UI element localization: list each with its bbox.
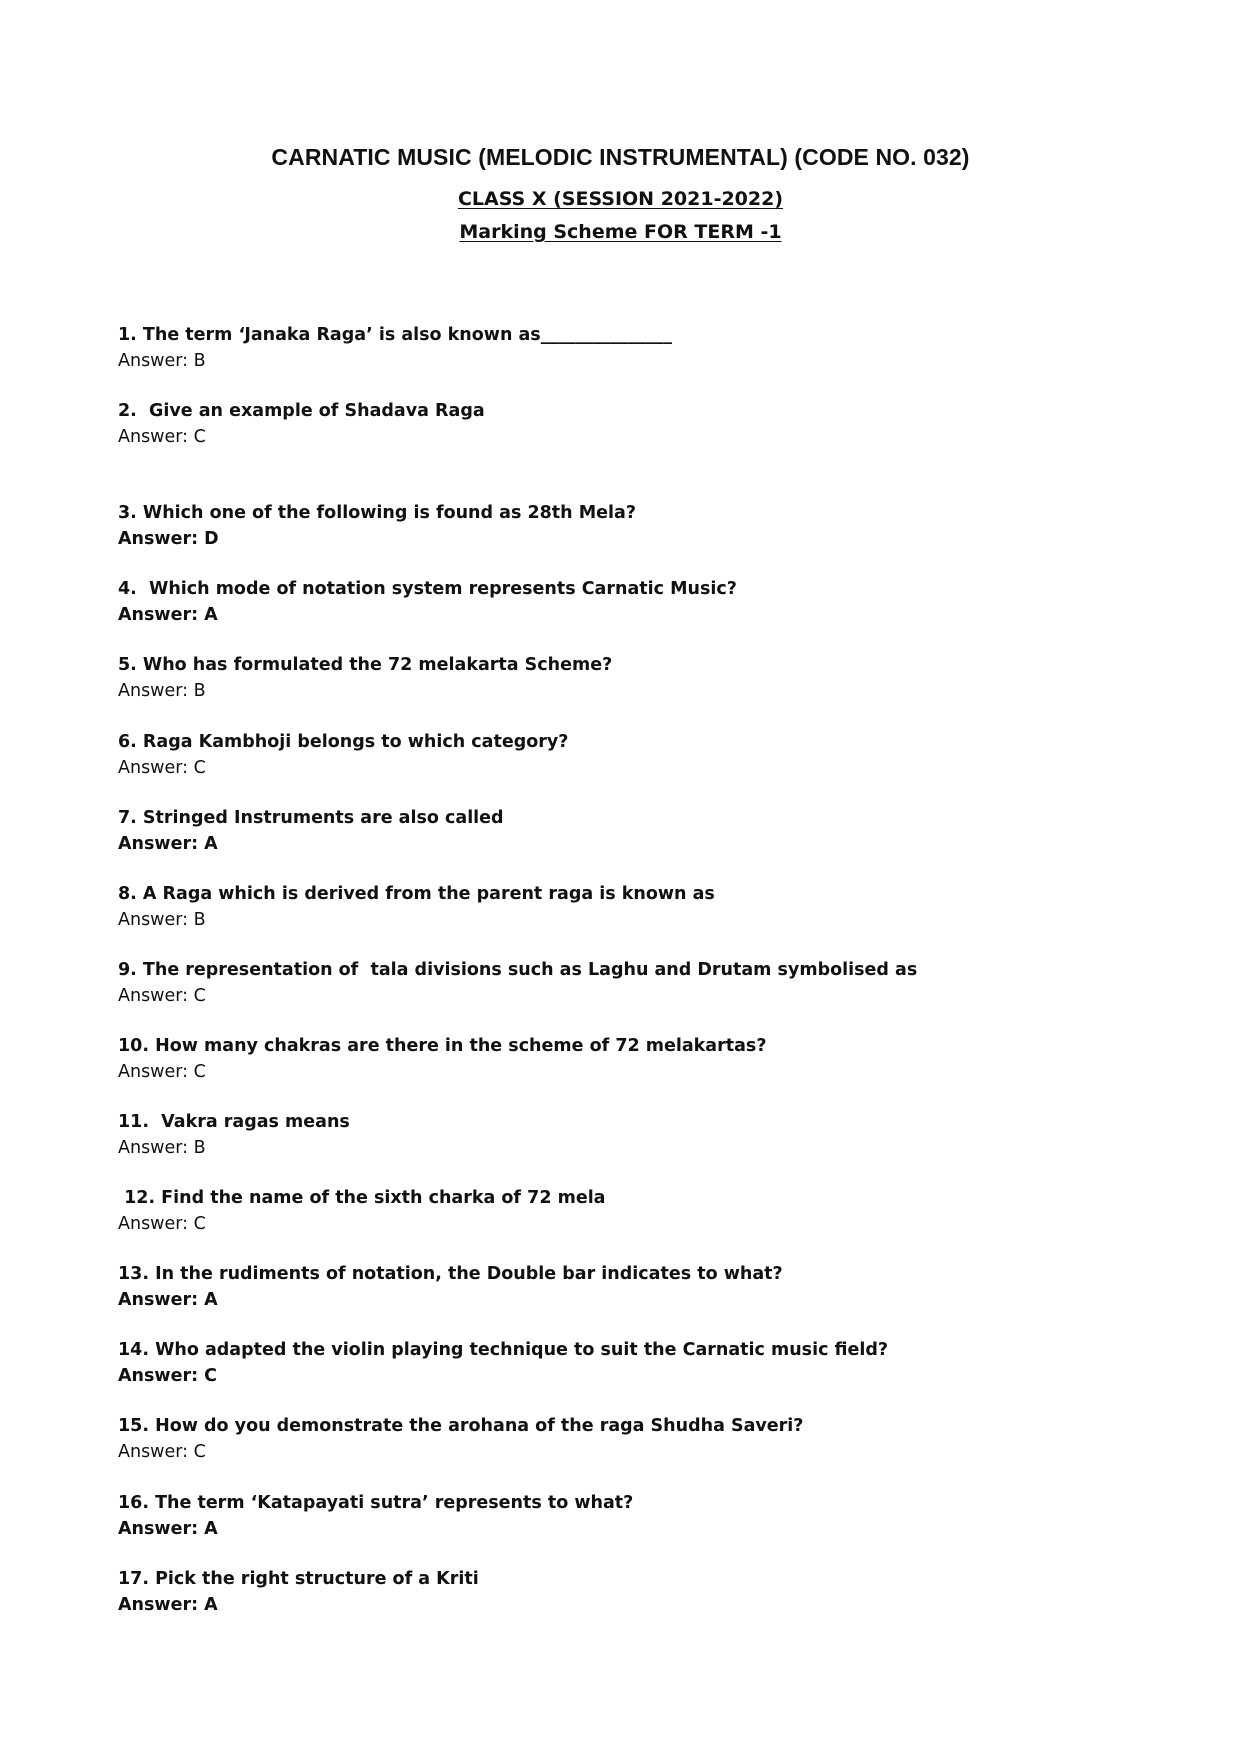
qa-item-15: [118, 1413, 1118, 1465]
question-text: 7. Stringed Instruments are also called: [118, 808, 504, 828]
question-text: 5. Who has formulated the 72 melakarta Scheme?: [118, 655, 613, 675]
answer-text: Answer: A: [118, 1595, 218, 1615]
answer-text: Answer: D: [118, 529, 219, 549]
answer-text: Answer: C: [118, 427, 206, 447]
qa-item-13: [118, 1261, 1118, 1313]
qa-item-2: [118, 398, 1118, 450]
qa-item-8: [118, 881, 1118, 933]
qa-item-11: [118, 1109, 1118, 1161]
question-text: 1. The term ‘Janaka Raga’ is also known as_______________: [118, 325, 672, 345]
qa-item-17: [118, 1566, 1118, 1618]
qa-item-4: [118, 576, 1118, 628]
qa-item-14: [118, 1337, 1118, 1389]
qa-item-1: [118, 322, 1118, 374]
answer-text: Answer: B: [118, 910, 206, 930]
answer-text: Answer: B: [118, 351, 206, 371]
qa-item-12: [118, 1185, 1118, 1237]
answer-text: Answer: C: [118, 986, 206, 1006]
question-text: 10. How many chakras are there in the scheme of 72 melakartas?: [118, 1036, 767, 1056]
answer-text: Answer: B: [118, 681, 206, 701]
answer-text: Answer: C: [118, 1062, 206, 1082]
answer-text: Answer: C: [118, 758, 206, 778]
answer-text: Answer: C: [118, 1214, 206, 1234]
answer-text: Answer: A: [118, 605, 218, 625]
question-text: 12. Find the name of the sixth charka of 72 mela: [118, 1188, 606, 1208]
question-text: 4. Which mode of notation system represents Carnatic Music?: [118, 579, 737, 599]
question-text: 17. Pick the right structure of a Kriti: [118, 1569, 479, 1589]
qa-item-7: [118, 805, 1118, 857]
question-text: 11. Vakra ragas means: [118, 1112, 350, 1132]
question-text: 16. The term ‘Katapayati sutra’ represents to what?: [118, 1493, 634, 1513]
question-text: 13. In the rudiments of notation, the Double bar indicates to what?: [118, 1264, 783, 1284]
answer-text: Answer: C: [118, 1366, 218, 1386]
document-title: CARNATIC MUSIC (MELODIC INSTRUMENTAL) (CODE NO. 032): [271, 144, 970, 170]
marking-scheme-heading: Marking Scheme FOR TERM -1: [459, 221, 782, 243]
question-text: 14. Who adapted the violin playing technique to suit the Carnatic music field?: [118, 1340, 889, 1360]
answer-text: Answer: A: [118, 1519, 218, 1539]
question-text: 9. The representation of tala divisions such as Laghu and Drutam symbolised as: [118, 960, 918, 980]
answer-text: Answer: A: [118, 834, 218, 854]
qa-item-9: [118, 957, 1118, 1009]
question-text: 6. Raga Kambhoji belongs to which category?: [118, 732, 569, 752]
qa-item-10: [118, 1033, 1118, 1085]
qa-item-3: [118, 500, 1118, 552]
answer-text: Answer: A: [118, 1290, 218, 1310]
qa-item-6: [118, 729, 1118, 781]
class-session-heading: CLASS X (SESSION 2021-2022): [457, 188, 784, 210]
question-text: 15. How do you demonstrate the arohana of the raga Shudha Saveri?: [118, 1416, 804, 1436]
question-text: 8. A Raga which is derived from the parent raga is known as: [118, 884, 715, 904]
qa-item-16: [118, 1490, 1118, 1542]
question-text: 3. Which one of the following is found as 28th Mela?: [118, 503, 636, 523]
answer-text: Answer: B: [118, 1138, 206, 1158]
question-text: 2. Give an example of Shadava Raga: [118, 401, 485, 421]
answer-text: Answer: C: [118, 1442, 206, 1462]
qa-item-5: [118, 652, 1118, 704]
